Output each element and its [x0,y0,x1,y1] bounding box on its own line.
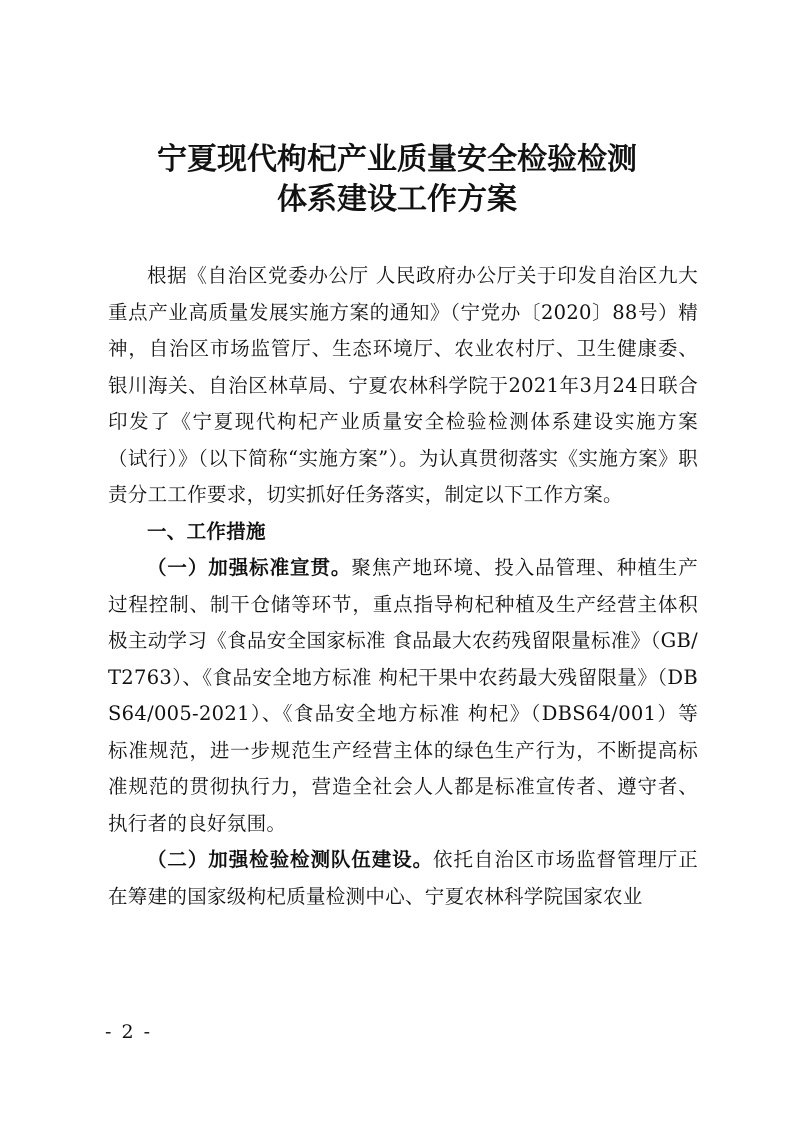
measure-lead-standards: （一）加强标准宣贯。 [147,556,352,579]
measure-paragraph-team-building [108,842,698,915]
measure-lead-team-building: （二）加强检验检测队伍建设。 [147,848,434,871]
document-title-line-1: 宁夏现代枸杞产业质量安全检验检测 [157,142,637,177]
page-number: - 2 - [105,1021,153,1043]
measure-paragraph-standards [108,550,698,842]
document-title-line-2: 体系建设工作方案 [277,182,517,217]
section-heading-work-measures: 一、工作措施 [147,519,266,543]
intro-paragraph: 根据《自治区党委办公厅 人民政府办公厅关于印发自治区九大重点产业高质量发展实施方案的通知》（宁党办〔2020〕88号）精神，自治区市场监管厅、生态环境厅、农业农村厅、卫生健康委、银川海关、自治区林草局、宁夏农林科学院于2021年3月24日联合印发了《宁夏现代枸杞产业质量安全检验检测体系建设实施方案（试行）》（以下简称“实施方案”）。为认真贯彻落实《实施方案》职责分工工作要求，切实抓好任务落实，制定以下工作方案。 [108,264,698,506]
document-body [108,258,698,915]
measure-text-team-building: 依托自治区市场监督管理厅正在筹建的国家级枸杞质量检测中心、宁夏农林科学院国家农业 [108,848,698,908]
measure-text-standards: 聚焦产地环境、投入品管理、种植生产过程控制、制干仓储等环节，重点指导枸杞种植及生产经营主体积极主动学习《食品安全国家标准 食品最大农药残留限量标准》（GB/T2763）、《食品安全地方标准 枸杞干果中农药最大残留限量》（DBS64/005-2021）、《食品安全地方标准 枸杞》（DBS64/001）等标准规范，进一步规范生产经营主体的绿色生产行为，不断提高标准规范的贯彻执行力，营造全社会人人都是标准宣传者、遵守者、执行者的良好氛围。 [108,556,698,835]
